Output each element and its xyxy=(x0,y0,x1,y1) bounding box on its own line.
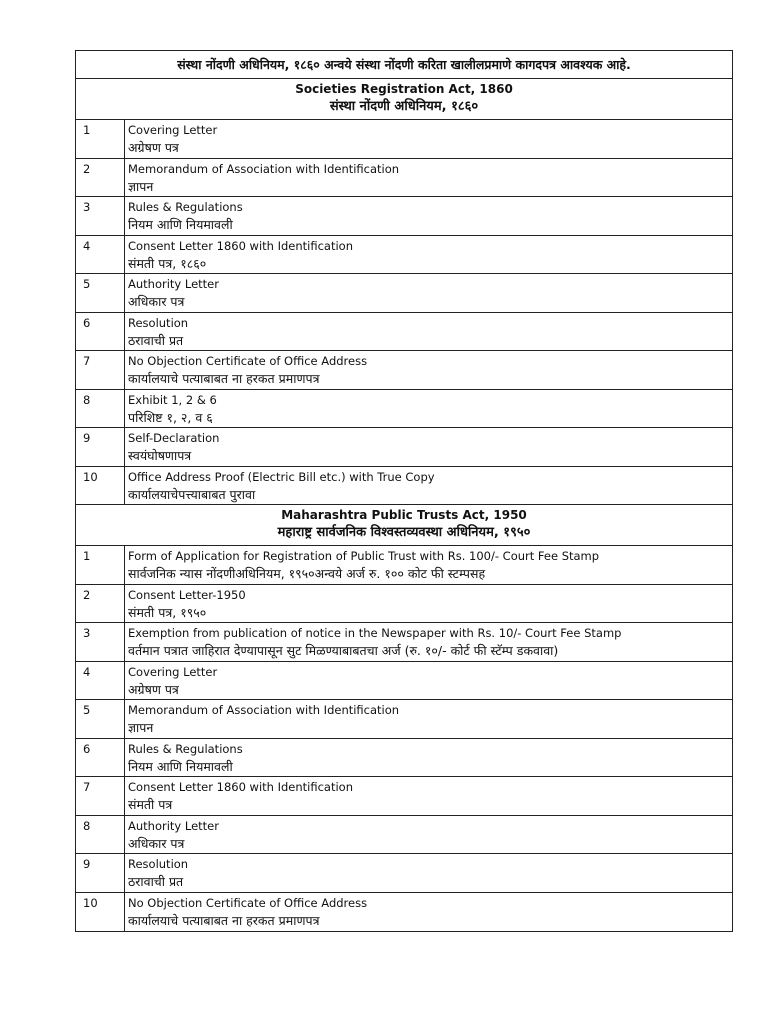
table-row xyxy=(76,816,732,855)
section-header-public-trusts-act xyxy=(76,505,732,546)
section-heading-mr: संस्था नोंदणी अधिनियम, १८६० xyxy=(329,99,479,114)
row-number: 1 xyxy=(76,546,125,584)
table-row xyxy=(76,662,732,701)
item-en: No Objection Certificate of Office Address xyxy=(128,895,368,910)
section-heading-mr: महाराष्ट्र सार्वजनिक विश्वस्तव्यवस्था अधिनियम, १९५० xyxy=(277,525,531,540)
table-row xyxy=(76,313,732,352)
row-number: 10 xyxy=(76,467,125,505)
item-mr: संमती पत्र, १९५० xyxy=(128,604,207,620)
item-en: Exhibit 1, 2 & 6 xyxy=(128,392,217,407)
item-mr: कार्यालयाचे पत्याबाबत ना हरकत प्रमाणपत्र xyxy=(128,912,320,928)
row-number: 5 xyxy=(76,274,125,312)
row-number: 8 xyxy=(76,816,125,854)
table-row xyxy=(76,159,732,198)
item-mr: ठरावाची प्रत xyxy=(128,874,184,889)
item-en: Office Address Proof (Electric Bill etc.) with True Copy xyxy=(128,469,435,484)
section-header-societies-act xyxy=(76,79,732,120)
item-en: Self-Declaration xyxy=(128,431,220,445)
row-number: 10 xyxy=(76,893,125,932)
item-en: Covering Letter xyxy=(128,123,218,137)
table-row xyxy=(76,197,732,236)
item-mr: कार्यालयाचे पत्याबाबत ना हरकत प्रमाणपत्र xyxy=(128,371,320,386)
item-en: Consent Letter 1860 with Identification xyxy=(128,238,354,253)
row-number: 5 xyxy=(76,700,125,738)
table-row xyxy=(76,854,732,893)
table-row xyxy=(76,623,732,662)
row-number: 1 xyxy=(76,120,125,158)
item-en: Memorandum of Association with Identification xyxy=(128,161,400,176)
row-number: 7 xyxy=(76,777,125,815)
item-mr: स्वयंघोषणापत्र xyxy=(128,448,192,463)
row-number: 6 xyxy=(76,313,125,351)
item-en: Authority Letter xyxy=(128,818,219,833)
item-mr: वर्तमान पत्रात जाहिरात देण्यापासून सुट मिळण्याबाबतचा अर्ज (रु. १०/- कोर्ट फी स्टॅम्प डकवावा) xyxy=(128,643,559,658)
item-en: Exemption from publication of notice in the Newspaper with Rs. 10/- Court Fee Stamp xyxy=(128,626,622,640)
row-number: 4 xyxy=(76,236,125,274)
table-row xyxy=(76,700,732,739)
item-en: Resolution xyxy=(128,857,189,871)
page-title: संस्था नोंदणी अधिनियम, १८६० अन्वये संस्था नोंदणी करिता खालीलप्रमाणे कागदपत्र आवश्यक आहे. xyxy=(76,51,732,79)
item-mr: संमती पत्र, १८६० xyxy=(128,255,207,271)
item-en: Consent Letter 1860 with Identification xyxy=(128,780,354,794)
table-row xyxy=(76,893,732,932)
row-number: 9 xyxy=(76,854,125,892)
section-heading-en: Societies Registration Act, 1860 xyxy=(295,82,513,96)
item-mr: ठरावाची प्रत xyxy=(128,332,184,348)
item-mr: कार्यालयाचेपत्त्याबाबत पुरावा xyxy=(128,486,256,502)
table-row xyxy=(76,777,732,816)
row-number: 3 xyxy=(76,197,125,235)
item-mr: नियम आणि नियमावली xyxy=(128,217,233,232)
row-number: 7 xyxy=(76,351,125,389)
row-number: 2 xyxy=(76,585,125,623)
item-en: Rules & Regulations xyxy=(128,741,243,756)
item-mr: अधिकार पत्र xyxy=(128,294,185,309)
item-en: Rules & Regulations xyxy=(128,200,243,214)
row-number: 6 xyxy=(76,739,125,777)
item-mr: नियम आणि नियमावली xyxy=(128,758,233,774)
item-en: Covering Letter xyxy=(128,664,218,679)
row-number: 4 xyxy=(76,662,125,700)
section-heading-en: Maharashtra Public Trusts Act, 1950 xyxy=(281,508,527,522)
table-row xyxy=(76,546,732,585)
item-mr: अग्रेषण पत्र xyxy=(128,140,179,155)
item-en: Resolution xyxy=(128,315,189,330)
item-mr: ज्ञापन xyxy=(128,178,154,194)
table-row xyxy=(76,274,732,313)
item-en: No Objection Certificate of Office Address xyxy=(128,354,368,368)
item-en: Memorandum of Association with Identification xyxy=(128,703,400,717)
row-number: 2 xyxy=(76,159,125,197)
item-mr: अग्रेषण पत्र xyxy=(128,681,179,697)
item-mr: अधिकार पत्र xyxy=(128,835,185,851)
table-row xyxy=(76,428,732,467)
item-mr: ज्ञापन xyxy=(128,720,154,735)
table-row xyxy=(76,390,732,429)
table-row xyxy=(76,585,732,624)
table-row xyxy=(76,467,732,506)
row-number: 8 xyxy=(76,390,125,428)
table-row xyxy=(76,739,732,778)
item-mr: सार्वजनिक न्यास नोंदणीअधिनियम, १९५०अन्वये अर्ज रु. १०० कोट फी स्टम्पसह xyxy=(128,566,486,581)
item-en: Authority Letter xyxy=(128,277,219,291)
document-table xyxy=(75,50,733,932)
table-row xyxy=(76,236,732,275)
item-en: Consent Letter-1950 xyxy=(128,587,246,602)
row-number: 3 xyxy=(76,623,125,661)
row-number: 9 xyxy=(76,428,125,466)
item-mr: संमती पत्र xyxy=(128,797,173,812)
table-row xyxy=(76,351,732,390)
item-en: Form of Application for Registration of Public Trust with Rs. 100/- Court Fee Stamp xyxy=(128,549,600,563)
item-mr: परिशिष्ट १, २, व ६ xyxy=(128,409,213,425)
table-row xyxy=(76,120,732,159)
